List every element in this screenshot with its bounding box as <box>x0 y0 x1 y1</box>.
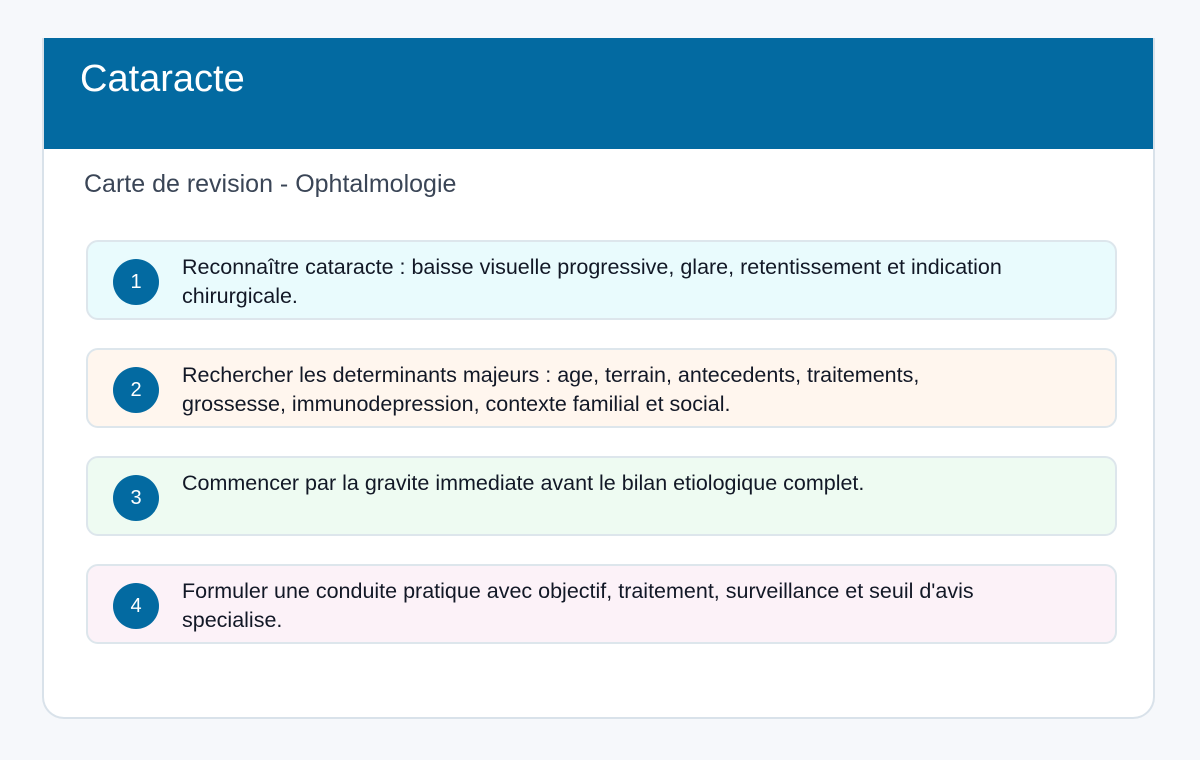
step-number-badge: 3 <box>113 475 159 521</box>
list-item-4 <box>86 564 1117 644</box>
list-item-1 <box>86 240 1117 320</box>
card-subtitle: Carte de revision - Ophtalmologie <box>84 170 457 198</box>
page-title: Cataracte <box>80 58 245 100</box>
list-item-text: Formuler une conduite pratique avec objectif, traitement, surveillance et seuil d'avis specialise. <box>182 579 974 632</box>
list-item-text: Rechercher les determinants majeurs : age, terrain, antecedents, traitements, grossesse, immunodepression, contexte familial et social. <box>182 363 920 416</box>
list-item-3 <box>86 456 1117 536</box>
card-header <box>42 38 1155 149</box>
list-item-text: Reconnaître cataracte : baisse visuelle progressive, glare, retentissement et indication chirurgicale. <box>182 255 1002 308</box>
step-number-badge: 4 <box>113 583 159 629</box>
list-item-text: Commencer par la gravite immediate avant le bilan etiologique complet. <box>182 471 865 495</box>
list-item-2 <box>86 348 1117 428</box>
step-number-badge: 2 <box>113 367 159 413</box>
step-number-badge: 1 <box>113 259 159 305</box>
revision-card <box>42 38 1155 719</box>
